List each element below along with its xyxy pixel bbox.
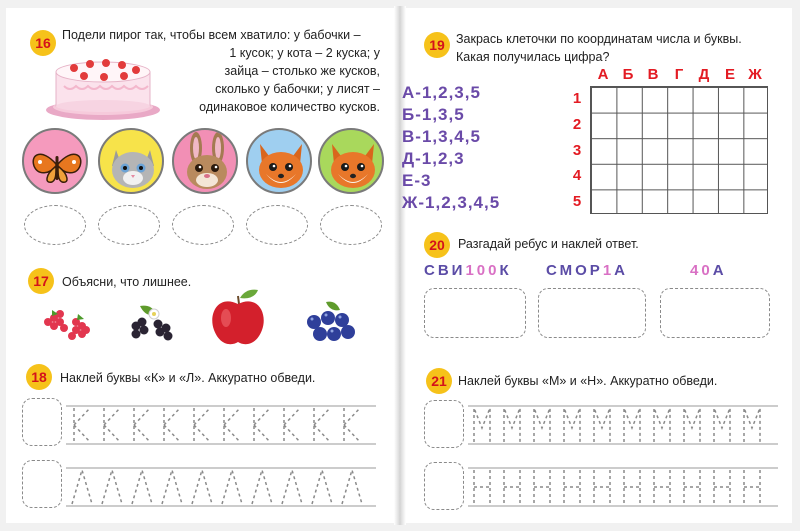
rebus-answer-box-2[interactable]: [538, 288, 646, 338]
grid-column-label: Г: [674, 66, 684, 83]
rebus-2: [546, 262, 628, 279]
grid-row-label: 3: [572, 142, 582, 159]
rebus-3-part: А: [712, 262, 727, 279]
sticker-box-l[interactable]: [22, 460, 62, 508]
rebus-2-part: 1: [602, 262, 615, 279]
rebus-2-part: А: [614, 262, 628, 279]
animal-circle-bunny: [172, 128, 238, 194]
blueberry-picture: [300, 298, 362, 348]
coord-item: Б-1,3,5: [402, 105, 465, 124]
task-16-line-4: сколько у бабочки; у лисят –: [215, 82, 380, 96]
grid-column-label: В: [647, 66, 659, 83]
tracing-row-n[interactable]: [468, 460, 784, 516]
animal-circle-butterfly: [22, 128, 88, 194]
sticker-box-n[interactable]: [424, 462, 464, 510]
task-20-text: Разгадай ребус и наклей ответ.: [458, 237, 639, 251]
task-16-line-5: одинаковое количество кусков.: [199, 100, 380, 114]
task-21-text: Наклей буквы «М» и «Н». Аккуратно обведи.: [458, 374, 718, 388]
sticker-box-m[interactable]: [424, 400, 464, 448]
task-21-badge: 21: [426, 368, 452, 394]
coord-item: Е-3: [402, 171, 432, 190]
coord-item: В-1,3,4,5: [402, 127, 481, 146]
task-18-text: Наклей буквы «К» и «Л». Аккуратно обведи.: [60, 371, 316, 385]
coord-item: Ж-1,2,3,4,5: [402, 193, 501, 212]
grid-row-label: 1: [572, 90, 582, 107]
grid-row-label: 4: [572, 167, 582, 184]
rebus-1-part: СВИ: [424, 262, 466, 279]
task-19-line-1: Закрась клеточки по координатам числа и буквы.: [456, 32, 742, 46]
task-19-text: [456, 30, 776, 66]
answer-oval-2[interactable]: [98, 205, 160, 245]
task-16-line-1: Подели пирог так, чтобы всем хватило: у бабочки –: [62, 28, 361, 42]
rebus-3-part: 40: [690, 262, 713, 279]
sticker-box-k[interactable]: [22, 398, 62, 446]
rebus-answer-box-3[interactable]: [660, 288, 770, 338]
answer-oval-5[interactable]: [320, 205, 382, 245]
cake-picture: [44, 52, 162, 122]
grid-column-label: Д: [698, 66, 710, 83]
grid-column-label: Е: [724, 66, 735, 83]
task-17-text: Объясни, что лишнее.: [62, 275, 192, 289]
rebus-1-part: 100: [465, 262, 500, 279]
rebus-3: [690, 262, 727, 279]
coord-item: А-1,2,3,5: [402, 83, 481, 102]
task-16-line-2: 1 кусок; у кота – 2 куска; у: [229, 46, 380, 60]
task-16-line-3: зайца – столько же кусков,: [224, 64, 380, 78]
answer-oval-3[interactable]: [172, 205, 234, 245]
coloring-grid[interactable]: [590, 86, 768, 214]
task-18-badge: 18: [26, 364, 52, 390]
grid-column-label: Б: [622, 66, 634, 83]
task-16-badge: 16: [30, 30, 56, 56]
answer-oval-1[interactable]: [24, 205, 86, 245]
rebus-2-part: СМОР: [546, 262, 603, 279]
grid-row-label: 5: [572, 193, 582, 210]
grid-column-label: А: [597, 66, 609, 83]
animal-circle-kitten: [98, 128, 164, 194]
rebus-answer-box-1[interactable]: [424, 288, 526, 338]
task-20-badge: 20: [424, 232, 450, 258]
rebus-1: [424, 262, 512, 279]
task-19-badge: 19: [424, 32, 450, 58]
coord-item: Д-1,2,3: [402, 149, 465, 168]
grid-column-label: Ж: [748, 66, 762, 83]
animal-circle-fox-1: [246, 128, 312, 194]
apple-picture: [206, 284, 270, 350]
tracing-row-k[interactable]: [66, 398, 382, 454]
rebus-1-part: К: [499, 262, 512, 279]
coordinate-list: [402, 82, 500, 214]
task-19-line-2: Какая получилась цифра?: [456, 50, 610, 64]
grid-row-label: 2: [572, 116, 582, 133]
tracing-row-l[interactable]: [66, 460, 382, 516]
blackberry-picture: [122, 300, 182, 348]
raspberry-picture: [38, 300, 96, 348]
task-17-badge: 17: [28, 268, 54, 294]
animal-circle-fox-2: [318, 128, 384, 194]
answer-oval-4[interactable]: [246, 205, 308, 245]
tracing-row-m[interactable]: [468, 398, 784, 454]
